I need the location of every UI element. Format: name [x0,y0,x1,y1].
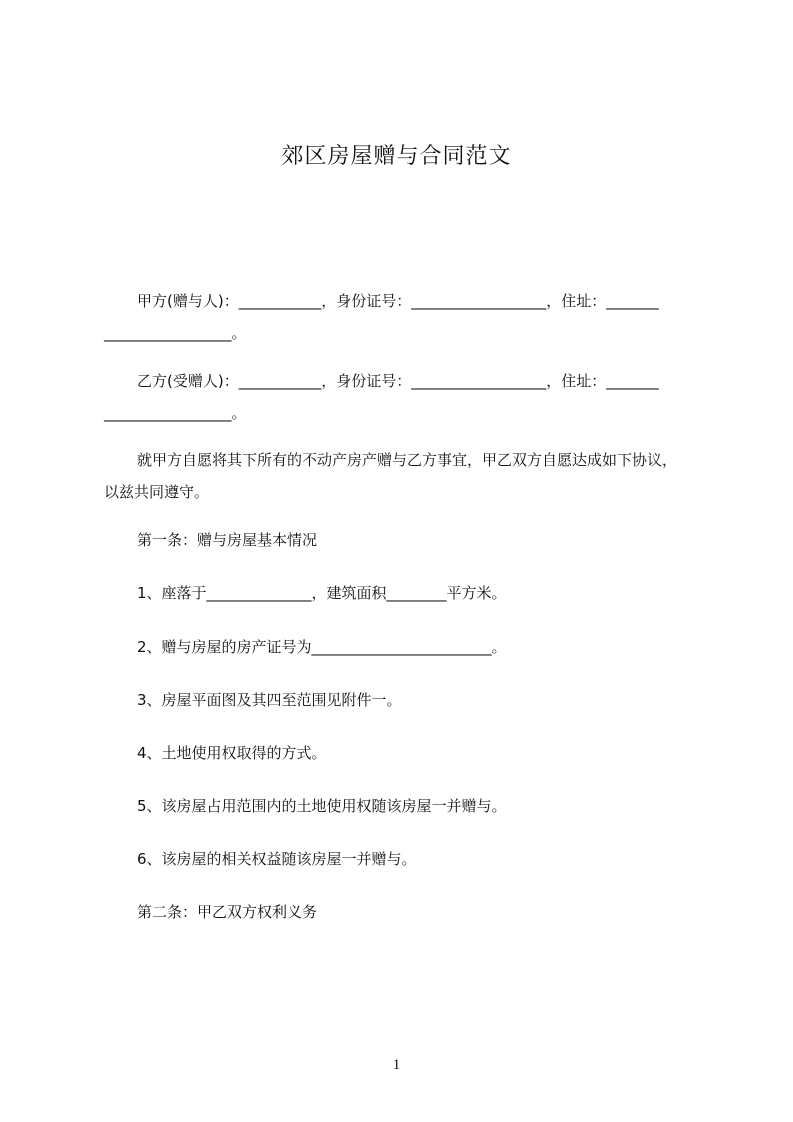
article-1-item [104,843,704,875]
document-title: 郊区房屋赠与合同范文 [281,144,512,169]
article-1-item [104,631,704,663]
party-a-line-2: _________________。 [104,324,247,342]
article-1-heading-text: 第一条：赠与房屋基本情况 [137,531,318,549]
intro-line-1: 就甲方自愿将其下所有的不动产房产赠与乙方事宜，甲乙双方自愿达成如下协议， [137,451,678,469]
item-1-text: 1、座落于______________，建筑面积________平方米。 [137,584,507,602]
item-2-text: 2、赠与房屋的房产证号为________________________。 [137,638,507,656]
party-a-line-1: 甲方(赠与人)：___________，身份证号：__________________，住址：_______ [137,292,659,310]
party-b-paragraph [104,365,704,429]
article-1-item [104,684,704,716]
article-1-item [104,737,704,769]
intro-line-2: 以兹共同遵守。 [104,483,210,501]
article-1-heading [104,524,704,556]
article-1-item [104,790,704,822]
item-3-text: 3、房屋平面图及其四至范围见附件一。 [137,691,402,709]
intro-paragraph [104,444,704,508]
item-5-text: 5、该房屋占用范围内的土地使用权随该房屋一并赠与。 [137,797,507,815]
party-b-line-2: _________________。 [104,404,247,422]
article-2-heading [104,896,704,928]
article-1-item [104,577,704,609]
party-a-paragraph [104,285,704,349]
item-4-text: 4、土地使用权取得的方式。 [137,744,327,762]
article-2-heading-text: 第二条：甲乙双方权利义务 [137,903,318,921]
party-b-line-1: 乙方(受赠人)：___________，身份证号：__________________，住址：_______ [137,372,659,390]
item-6-text: 6、该房屋的相关权益随该房屋一并赠与。 [137,850,417,868]
page-number: 1 [392,1057,401,1073]
